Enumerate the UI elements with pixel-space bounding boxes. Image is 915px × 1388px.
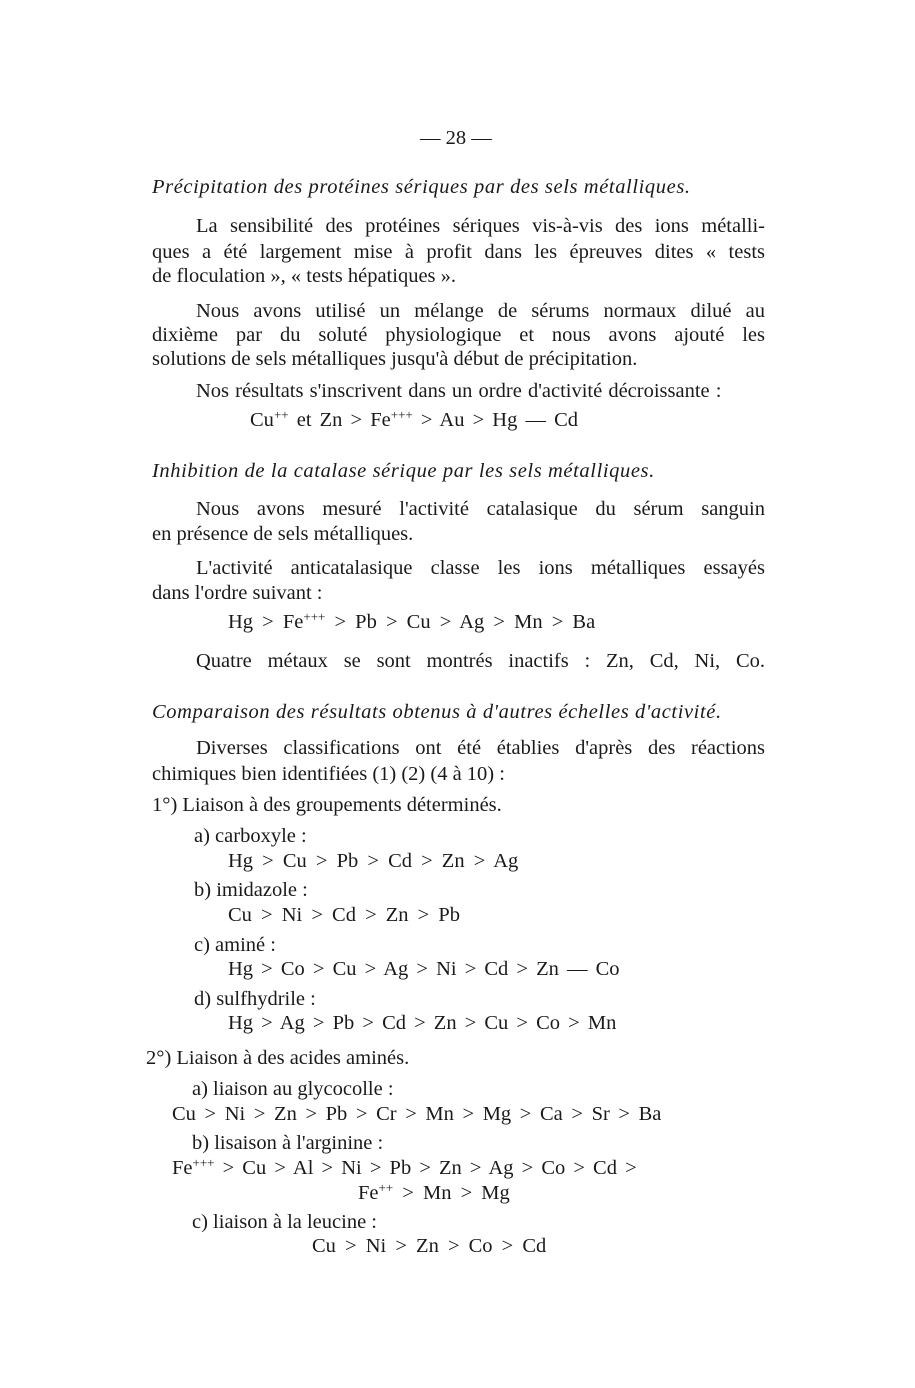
paragraph-line: Nos résultats s'inscrivent dans un ordre d'activité décroissante : — [196, 380, 722, 402]
paragraph-line: Diverses classifications ont été établies d'après des réactions — [196, 737, 765, 759]
metal-series: Hg > Cu > Pb > Cd > Zn > Ag — [228, 850, 519, 872]
paragraph-line: La sensibilité des protéines sériques vis-à-vis des ions métalli- — [196, 215, 765, 237]
metal-series: Hg > Fe+++ > Pb > Cu > Ag > Mn > Ba — [228, 609, 596, 633]
metal-series: Fe++ > Mn > Mg — [358, 1180, 510, 1204]
item-label: c) aminé : — [194, 934, 276, 956]
metal-series: Cu > Ni > Cd > Zn > Pb — [228, 904, 461, 926]
page-number: — 28 — — [420, 127, 492, 149]
item-label: b) imidazole : — [194, 879, 308, 901]
item-label: a) liaison au glycocolle : — [192, 1078, 394, 1100]
paragraph-line: ques a été largement mise à profit dans les épreuves dites « tests — [152, 241, 765, 263]
item-label: a) carboxyle : — [194, 825, 307, 847]
metal-series: Hg > Ag > Pb > Cd > Zn > Cu > Co > Mn — [228, 1012, 617, 1034]
paragraph-line: de floculation », « tests hépatiques ». — [152, 265, 457, 287]
paragraph-line: en présence de sels métalliques. — [152, 523, 414, 545]
item-label: c) liaison à la leucine : — [192, 1211, 377, 1233]
metal-series: Fe+++ > Cu > Al > Ni > Pb > Zn > Ag > Co > Cd > — [172, 1155, 637, 1179]
item-label: d) sulfhydrile : — [194, 988, 316, 1010]
paragraph-line: solutions de sels métalliques jusqu'à début de précipitation. — [152, 348, 638, 370]
section-title: Comparaison des résultats obtenus à d'autres échelles d'activité. — [152, 701, 722, 723]
paragraph-line: Nous avons utilisé un mélange de sérums normaux dilué au — [196, 300, 765, 322]
paragraph-line: dans l'ordre suivant : — [152, 582, 323, 604]
metal-series: Cu > Ni > Zn > Pb > Cr > Mn > Mg > Ca > Sr > Ba — [172, 1103, 662, 1125]
group-heading: 2°) Liaison à des acides aminés. — [146, 1047, 410, 1069]
section-title: Inhibition de la catalase sérique par les sels métalliques. — [152, 460, 655, 482]
paragraph-line: chimiques bien identifiées (1) (2) (4 à 10) : — [152, 763, 505, 785]
paragraph-line: Nous avons mesuré l'activité catalasique du sérum sanguin — [196, 498, 765, 520]
group-heading: 1°) Liaison à des groupements déterminés. — [152, 794, 502, 816]
item-label: b) lisaison à l'arginine : — [192, 1132, 384, 1154]
metal-series: Cu++ et Zn > Fe+++ > Au > Hg — Cd — [250, 407, 579, 431]
metal-series: Hg > Co > Cu > Ag > Ni > Cd > Zn — Co — [228, 958, 620, 980]
paragraph-line: L'activité anticatalasique classe les ions métalliques essayés — [196, 557, 765, 579]
paragraph-line: dixième par du soluté physiologique et nous avons ajouté les — [152, 324, 765, 346]
paragraph-line: Quatre métaux se sont montrés inactifs : Zn, Cd, Ni, Co. — [196, 650, 765, 672]
section-title: Précipitation des protéines sériques par des sels métalliques. — [152, 176, 691, 198]
metal-series: Cu > Ni > Zn > Co > Cd — [312, 1235, 547, 1257]
